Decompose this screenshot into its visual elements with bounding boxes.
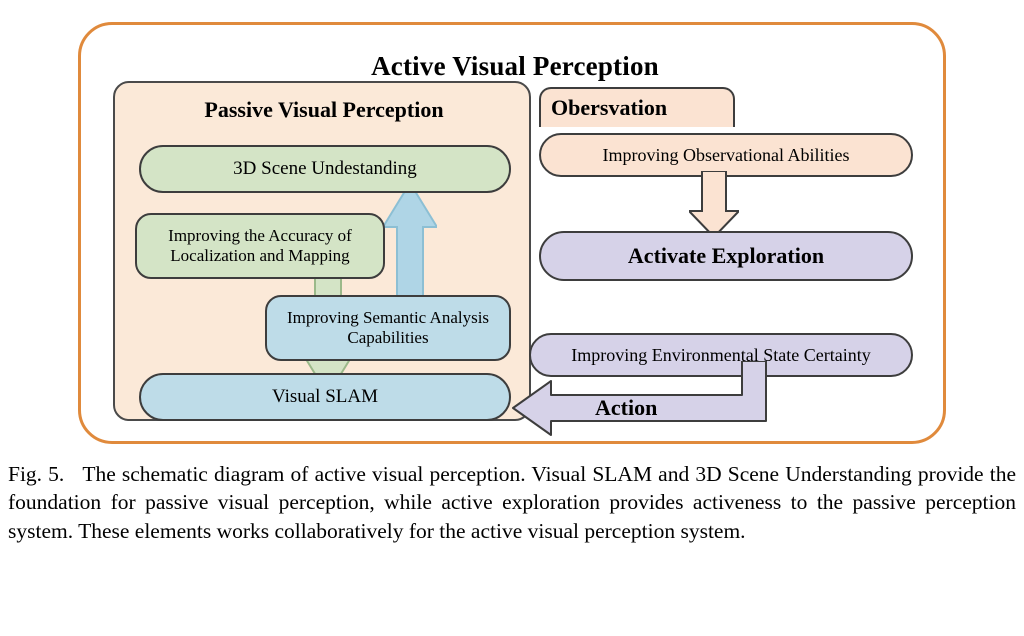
node-improving-environmental-state-certainty[interactable]: Improving Environmental State Certainty bbox=[529, 333, 913, 377]
passive-panel-title: Passive Visual Perception bbox=[204, 97, 444, 122]
passive-visual-perception-panel bbox=[113, 81, 531, 421]
node-3d-scene-understanding[interactable]: 3D Scene Undestanding bbox=[139, 145, 511, 193]
caption-lead: Fig. 5. bbox=[8, 462, 65, 486]
active-visual-perception-container bbox=[78, 22, 946, 444]
node-improving-observational-abilities[interactable]: Improving Observational Abilities bbox=[539, 133, 913, 177]
page-title: Active Visual Perception bbox=[371, 51, 659, 81]
caption-text: The schematic diagram of active visual perception. Visual SLAM and 3D Scene Understanding provide the foundation for passive visual perception, while active exploration provides activeness to the passive perception system. These elements works collaboratively for the active visual perception system. bbox=[8, 462, 1016, 543]
node-improving-accuracy-localization-mapping[interactable]: Improving the Accuracy of Localization and Mapping bbox=[135, 213, 385, 279]
observation-label: Obersvation bbox=[551, 95, 668, 120]
arrow-slam-to-scene-icon bbox=[383, 183, 437, 313]
node-improving-semantic-analysis[interactable]: Improving Semantic Analysis Capabilities bbox=[265, 295, 511, 361]
node-visual-slam[interactable]: Visual SLAM bbox=[139, 373, 511, 421]
node-activate-exploration[interactable]: Activate Exploration bbox=[539, 231, 913, 281]
figure-caption bbox=[8, 460, 1016, 545]
arrow-observation-to-activate-icon bbox=[689, 171, 739, 237]
action-label: Action bbox=[595, 395, 658, 420]
